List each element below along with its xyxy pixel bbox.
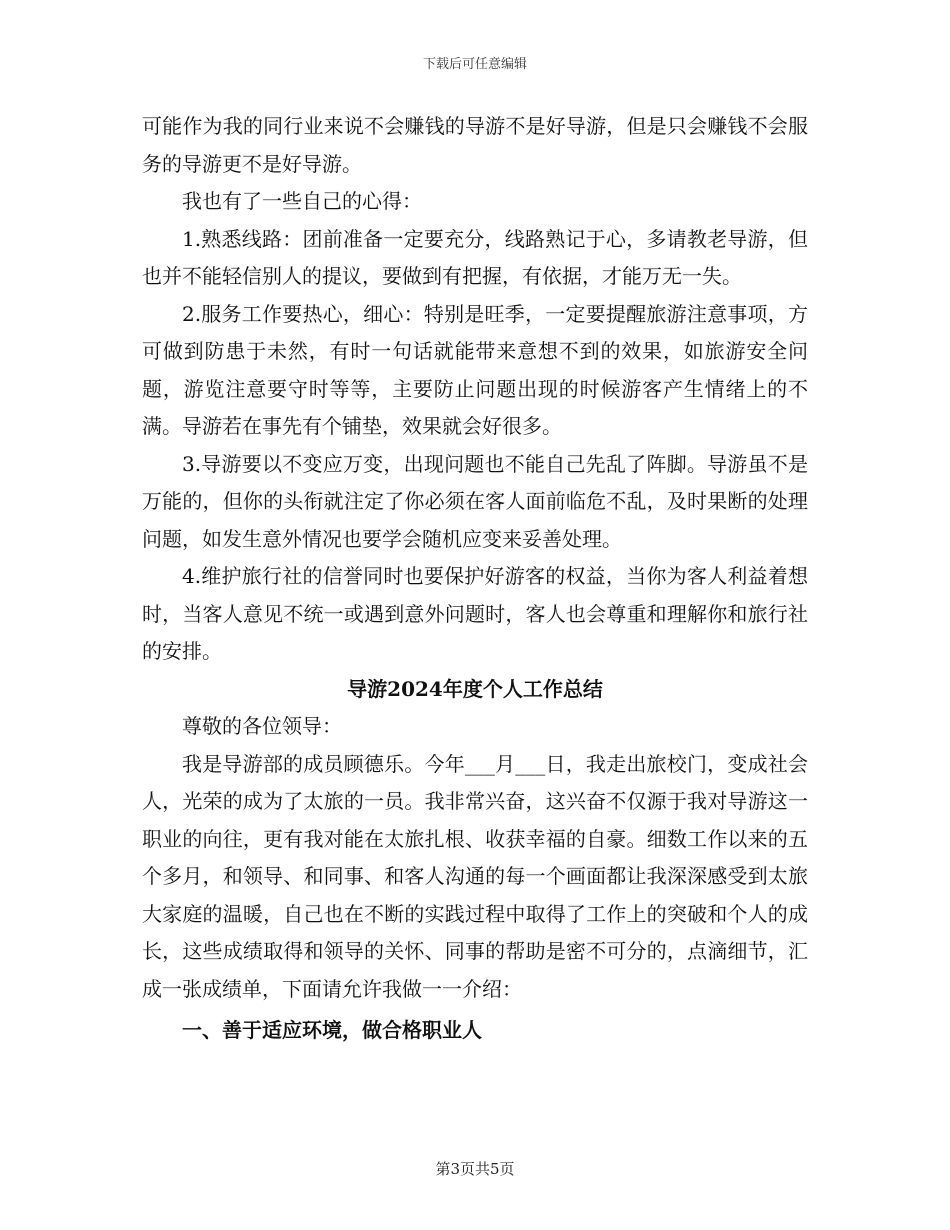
paragraph-continuation: 可能作为我的同行业来说不会赚钱的导游不是好导游，但是只会赚钱不会服务的导游更不是好导游。 (142, 114, 808, 176)
paragraph-intro: 我也有了一些自己的心得： (182, 189, 422, 213)
body-paragraph: 我是导游部的成员顾德乐。今年___月___日，我走出旅校门，变成社会人，光荣的成为了太旅的一员。我非常兴奋，这兴奋不仅源于我对导游这一职业的向往，更有我对能在太旅扎根、收获幸福的自豪。细数工作以来的五个多月，和领导、和同事、和客人沟通的每一个画面都让我深深感受到太旅大家庭的温暖，自己也在不断的实践过程中取得了工作上的突破和个人的成长，这些成绩取得和领导的关怀、同事的帮助是密不可分的，点滴细节，汇成一张成绩单，下面请允许我做一一介绍： (142, 751, 808, 1001)
document-body (142, 108, 808, 1050)
list-item-4: 4.维护旅行社的信誉同时也要保护好游客的权益，当你为客人利益着想时，当客人意见不统一或遇到意外问题时，客人也会尊重和理解你和旅行社的安排。 (142, 564, 808, 663)
document-title: 导游2024年度个人工作总结 (347, 676, 603, 701)
section-heading: 一、善于适应环境，做合格职业人 (182, 1018, 482, 1042)
page-footer: 第3页共5页 (435, 1160, 515, 1178)
list-item-1: 1.熟悉线路：团前准备一定要充分，线路熟记于心，多请教老导游，但也并不能轻信别人的提议，要做到有把握，有依据，才能万无一失。 (142, 226, 808, 288)
salutation: 尊敬的各位领导： (182, 714, 342, 738)
list-item-3: 3.导游要以不变应万变，出现问题也不能自己先乱了阵脚。导游虽不是万能的，但你的头衔就注定了你必须在客人面前临危不乱，及时果断的处理问题，如发生意外情况也要学会随机应变来妥善处理。 (142, 451, 808, 551)
page-header: 下载后可任意编辑 (422, 57, 527, 72)
list-item-2: 2.服务工作要热心，细心：特别是旺季，一定要提醒旅游注意事项，方可做到防患于未然，有时一句话就能带来意想不到的效果，如旅游安全问题，游览注意要守时等等，主要防止问题出现的时候游客产生情绪上的不满。导游若在事先有个铺垫，效果就会好很多。 (142, 301, 808, 438)
